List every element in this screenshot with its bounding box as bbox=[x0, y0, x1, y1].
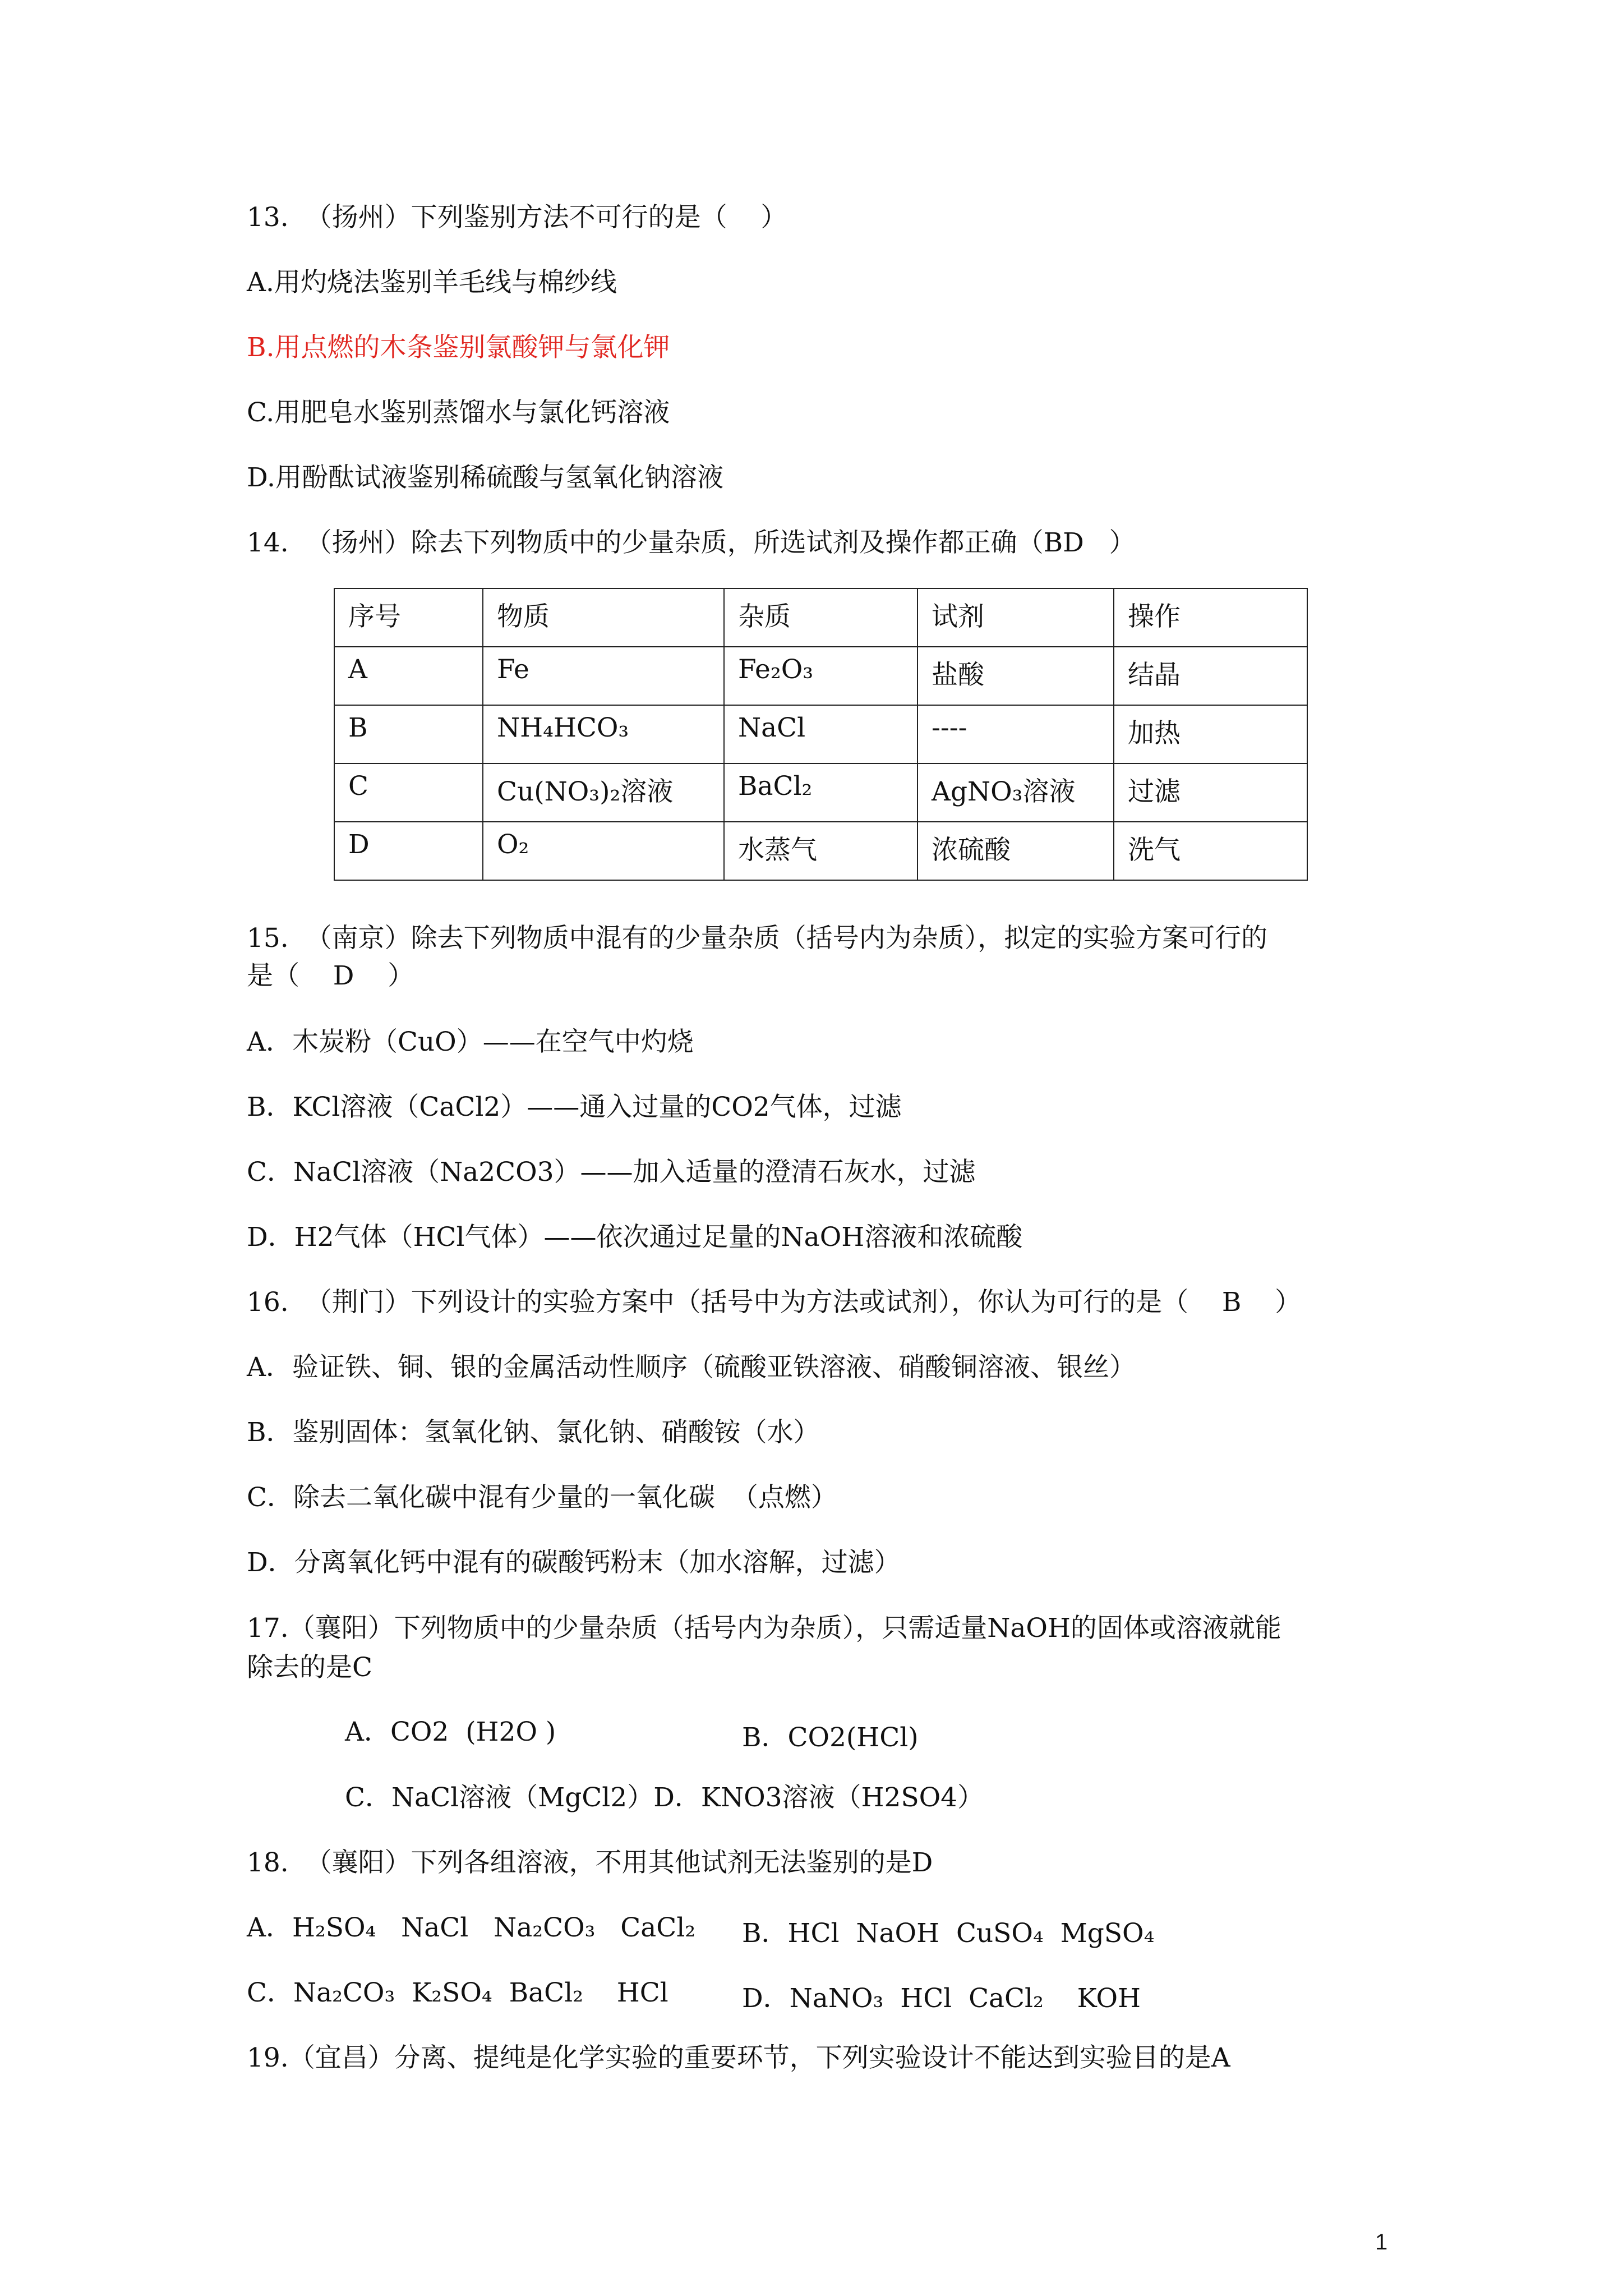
table-header-cell: 试剂 bbox=[917, 588, 1114, 647]
table-cell: D bbox=[334, 822, 483, 880]
table-cell: 水蒸气 bbox=[724, 822, 917, 880]
table-cell: A bbox=[334, 647, 483, 705]
q18-option-a: A．H₂SO₄ NaCl Na₂CO₃ CaCl₂ bbox=[247, 1912, 696, 1943]
table-cell: 盐酸 bbox=[917, 647, 1114, 705]
q15-option-b: B．KCl溶液（CaCl2）——通入过量的CO2气体，过滤 bbox=[247, 1092, 902, 1122]
q13-stem: 13. （扬州）下列鉴别方法不可行的是（ ） bbox=[247, 202, 787, 233]
table-cell: 浓硫酸 bbox=[917, 822, 1114, 880]
table-cell: 过滤 bbox=[1114, 763, 1307, 822]
q17-option-b: B．CO2(HCl) bbox=[742, 1722, 919, 1753]
table-cell: B bbox=[334, 705, 483, 763]
q15-stem-line1: 15. （南京）除去下列物质中混有的少量杂质（括号内为杂质），拟定的实验方案可行的 bbox=[247, 923, 1268, 954]
table-header-row bbox=[334, 588, 1307, 647]
table-cell: Fe₂O₃ bbox=[724, 647, 917, 705]
q13-option-c: C.用肥皂水鉴别蒸馏水与氯化钙溶液 bbox=[247, 397, 670, 428]
q15-option-d: D．H2气体（HCl气体）——依次通过足量的NaOH溶液和浓硫酸 bbox=[247, 1222, 1023, 1253]
table-row bbox=[334, 822, 1307, 880]
table-row bbox=[334, 705, 1307, 763]
table-cell: BaCl₂ bbox=[724, 763, 917, 822]
q17-option-cd: C．NaCl溶液（MgCl2）D．KNO3溶液（H2SO4） bbox=[345, 1782, 984, 1813]
q17-stem-line2: 除去的是C bbox=[247, 1652, 372, 1683]
table-row bbox=[334, 763, 1307, 822]
table-cell: 洗气 bbox=[1114, 822, 1307, 880]
table-header-cell: 杂质 bbox=[724, 588, 917, 647]
table-row bbox=[334, 647, 1307, 705]
q18-option-c: C．Na₂CO₃ K₂SO₄ BaCl₂ HCl bbox=[247, 1977, 668, 2008]
table-cell: 加热 bbox=[1114, 705, 1307, 763]
table-cell: C bbox=[334, 763, 483, 822]
q17-option-a: A．CO2 (H2O ) bbox=[345, 1717, 556, 1747]
q15-option-c: C．NaCl溶液（Na2CO3）——加入适量的澄清石灰水，过滤 bbox=[247, 1157, 976, 1188]
table-cell: NaCl bbox=[724, 705, 917, 763]
q18-stem: 18. （襄阳）下列各组溶液，不用其他试剂无法鉴别的是D bbox=[247, 1847, 933, 1878]
table-cell: O₂ bbox=[483, 822, 724, 880]
q13-option-d: D.用酚酞试液鉴别稀硫酸与氢氧化钠溶液 bbox=[247, 462, 723, 493]
table-cell: NH₄HCO₃ bbox=[483, 705, 724, 763]
q16-option-a: A．验证铁、铜、银的金属活动性顺序（硫酸亚铁溶液、硝酸铜溶液、银丝） bbox=[247, 1352, 1136, 1383]
q14-purification-table bbox=[334, 588, 1308, 881]
q13-option-a: A.用灼烧法鉴别羊毛线与棉纱线 bbox=[247, 267, 617, 298]
q17-stem-line1: 17.（襄阳）下列物质中的少量杂质（括号内为杂质），只需适量NaOH的固体或溶液就能 bbox=[247, 1613, 1281, 1644]
table-header-cell: 序号 bbox=[334, 588, 483, 647]
table-header-cell: 操作 bbox=[1114, 588, 1307, 647]
q16-stem: 16. （荆门）下列设计的实验方案中（括号中为方法或试剂），你认为可行的是（ B ） bbox=[247, 1287, 1302, 1318]
q19-stem: 19.（宜昌）分离、提纯是化学实验的重要环节，下列实验设计不能达到实验目的是A bbox=[247, 2042, 1230, 2073]
q16-option-c: C．除去二氧化碳中混有少量的一氧化碳 （点燃） bbox=[247, 1482, 837, 1513]
table-cell: AgNO₃溶液 bbox=[917, 763, 1114, 822]
q15-option-a: A．木炭粉（CuO）——在空气中灼烧 bbox=[247, 1027, 694, 1057]
q16-option-d: D．分离氧化钙中混有的碳酸钙粉末（加水溶解，过滤） bbox=[247, 1547, 901, 1578]
table-cell: 结晶 bbox=[1114, 647, 1307, 705]
page-number: 1 bbox=[1375, 2230, 1388, 2254]
q15-stem-line2: 是（ D ） bbox=[247, 960, 414, 991]
q18-option-d: D．NaNO₃ HCl CaCl₂ KOH bbox=[742, 1983, 1141, 2014]
q18-option-b: B．HCl NaOH CuSO₄ MgSO₄ bbox=[742, 1918, 1155, 1949]
q13-option-b-highlighted: B.用点燃的木条鉴别氯酸钾与氯化钾 bbox=[247, 332, 670, 363]
table-header-cell: 物质 bbox=[483, 588, 724, 647]
q14-stem: 14. （扬州）除去下列物质中的少量杂质，所选试剂及操作都正确（BD ） bbox=[247, 527, 1136, 558]
table-cell: Fe bbox=[483, 647, 724, 705]
table-cell: Cu(NO₃)₂溶液 bbox=[483, 763, 724, 822]
q16-option-b: B．鉴别固体：氢氧化钠、氯化钠、硝酸铵（水） bbox=[247, 1417, 820, 1448]
table-cell: ---- bbox=[917, 705, 1114, 763]
